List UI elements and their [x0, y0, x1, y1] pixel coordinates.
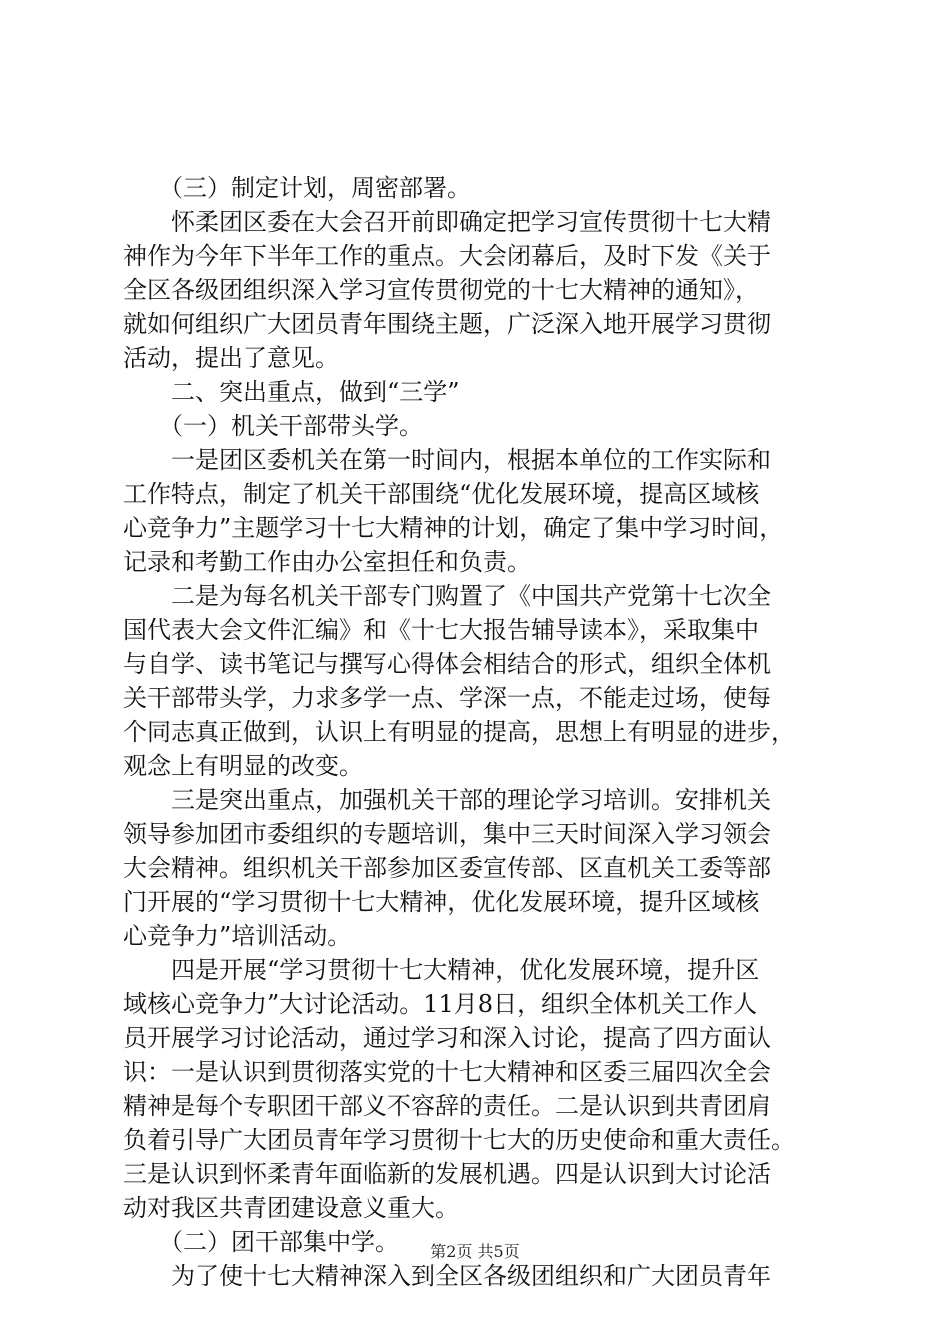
- text-line: 门开展的“学习贯彻十七大精神，优化发展环境，提升区域核: [123, 888, 760, 916]
- text-line: 活动，提出了意见。: [123, 344, 339, 372]
- text-line: 全区各级团组织深入学习宣传贯彻党的十七大精神的通知》，: [123, 276, 759, 304]
- text-line: 三是认识到怀柔青年面临新的发展机遇。四是认识到大讨论活: [123, 1160, 771, 1188]
- text-line: 心竞争力”培训活动。: [123, 922, 352, 950]
- text-line: 记录和考勤工作由办公室担任和负责。: [123, 548, 531, 576]
- text-line: 二是为每名机关干部专门购置了《中国共产党第十七次全: [123, 582, 771, 610]
- text-line: 心竞争力”主题学习十七大精神的计划，确定了集中学习时间，: [123, 514, 784, 542]
- text-line: 个同志真正做到，认识上有明显的提高，思想上有明显的进步，: [123, 718, 795, 746]
- document-body: [123, 171, 843, 1293]
- text-line: 动对我区共青团建设意义重大。: [123, 1194, 459, 1222]
- text-line: 就如何组织广大团员青年围绕主题，广泛深入地开展学习贯彻: [123, 310, 771, 338]
- text-line: 怀柔团区委在大会召开前即确定把学习宣传贯彻十七大精: [123, 208, 771, 236]
- text-line: 四是开展“学习贯彻十七大精神，优化发展环境，提升区: [123, 956, 760, 984]
- text-line: 识：一是认识到贯彻落实党的十七大精神和区委三届四次全会: [123, 1058, 771, 1086]
- text-line: 三是突出重点，加强机关干部的理论学习培训。安排机关: [123, 786, 771, 814]
- text-line: （三）制定计划，周密部署。: [123, 174, 471, 202]
- text-line: 观念上有明显的改变。: [123, 752, 363, 780]
- text-line: 域核心竞争力”大讨论活动。11月8日，组织全体机关工作人: [123, 990, 758, 1018]
- text-line: （二）团干部集中学。: [123, 1228, 399, 1256]
- text-line: （一）机关干部带头学。: [123, 412, 423, 440]
- text-line: 负着引导广大团员青年学习贯彻十七大的历史使命和重大责任。: [123, 1126, 795, 1154]
- text-line: 与自学、读书笔记与撰写心得体会相结合的形式，组织全体机: [123, 650, 771, 678]
- text-line: 大会精神。组织机关干部参加区委宣传部、区直机关工委等部: [123, 854, 771, 882]
- text-line: 工作特点，制定了机关干部围绕“优化发展环境，提高区域核: [123, 480, 760, 508]
- text-line: 精神是每个专职团干部义不容辞的责任。二是认识到共青团肩: [123, 1092, 771, 1120]
- text-line: 为了使十七大精神深入到全区各级团组织和广大团员青年: [123, 1262, 771, 1290]
- text-line: 一是团区委机关在第一时间内，根据本单位的工作实际和: [123, 446, 771, 474]
- text-line: 员开展学习讨论活动，通过学习和深入讨论，提高了四方面认: [123, 1024, 771, 1052]
- text-line: 神作为今年下半年工作的重点。大会闭幕后，及时下发《关于: [123, 242, 771, 270]
- text-line: 国代表大会文件汇编》和《十七大报告辅导读本》，采取集中: [123, 616, 759, 644]
- text-line: 二、突出重点，做到“三学”: [123, 378, 460, 406]
- page-footer: 第2页 共5页: [430, 1242, 520, 1261]
- text-line: 领导参加团市委组织的专题培训，集中三天时间深入学习领会: [123, 820, 771, 848]
- text-line: 关干部带头学，力求多学一点、学深一点，不能走过场，使每: [123, 684, 771, 712]
